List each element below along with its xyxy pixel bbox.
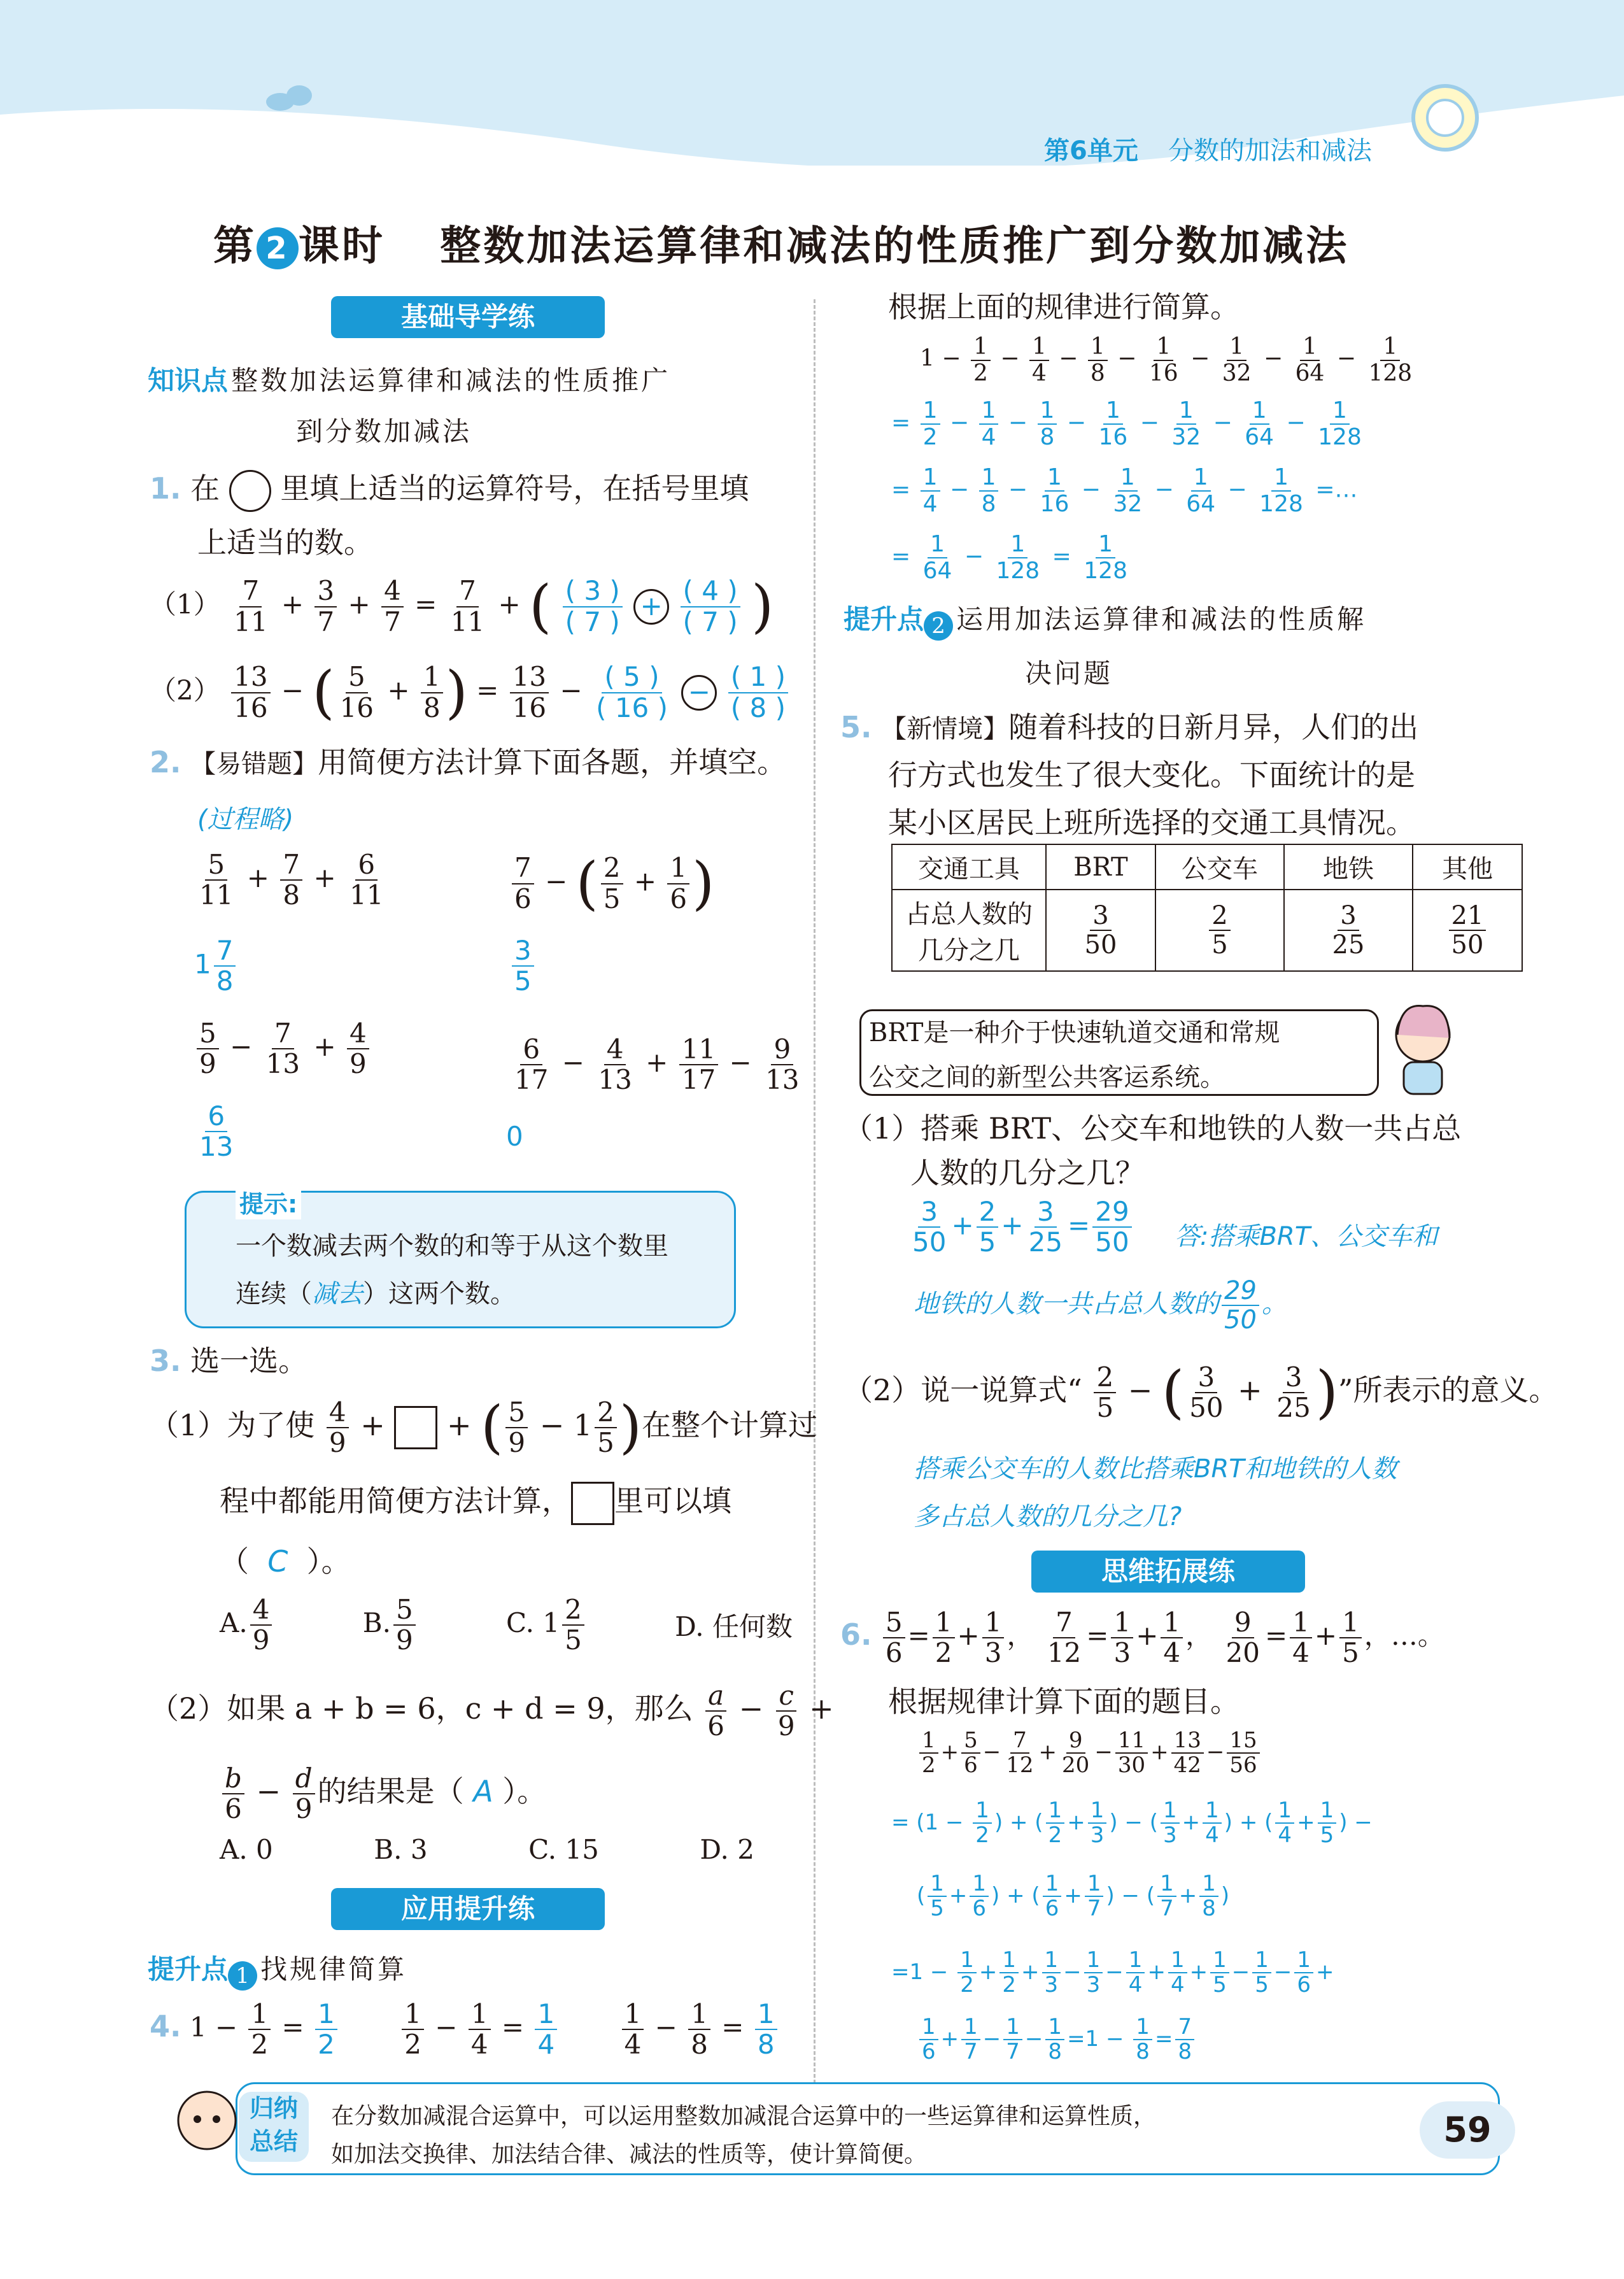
title-prefix: 第 [213, 223, 257, 270]
tip-1: 提升点 1 找规律简算 [148, 1949, 407, 1991]
q3-part2-options: A. 0 B. 3 C. 15 D. 2 [220, 1834, 754, 1865]
page-title [213, 213, 1349, 272]
title-suffix: 课时 [299, 223, 385, 270]
table-header-transport: 交通工具 [892, 844, 1046, 890]
q3-number: 3. [150, 1344, 181, 1378]
q3-part1-line2: 程中都能用简便方法计算， 里可以填 [220, 1477, 731, 1525]
q5-part1: （1）搭乘 BRT、公交车和地铁的人数一共占总 [844, 1111, 1462, 1146]
q2-expr-a: $\frac{5}{11}$ + $\frac{7}{8}$ + $\frac{6}{11}$ [199, 849, 384, 911]
tip-2: 提升点 2 运用加法运算律和减法的性质解 [844, 599, 1366, 641]
q1-text-a: 在 [190, 471, 220, 506]
q3-part2: （2）如果 a + b = 6，c + d = 9，那么 $\frac{a}{6}$ − $\frac{c}{9}$ + [150, 1680, 834, 1742]
transport-table: 交通工具 BRT 公交车 地铁 其他 占总人数的 几分之几 $\frac{3}{50}$ $\frac{2}{5}$ $\frac{3}{25}$ $\frac{21}{50}$ [891, 844, 1523, 972]
q1-number: 1. [150, 471, 181, 506]
question-4: 4. 1 − $\frac{1}{2}$ = $\frac{1}{2}$ $\frac{1}{2}$ − $\frac{1}{4}$ = $\frac{1}{4}$ $\frac{1}{4}$ − $\frac{1}{8}$ = $\frac{1}{8}$ [150, 1999, 780, 2059]
q2-answer-a: 1 $\frac{7}{8}$ [194, 936, 238, 996]
q3-part1: （1）为了使 $\frac{4}{9}$ + + ( $\frac{5}{9}$ − 1 $\frac{2}{5}$ )在整个计算过 [150, 1394, 818, 1461]
q1-p2-answer-d1: 16 [614, 692, 649, 723]
question-2 [150, 739, 786, 788]
girl-avatar-icon [1388, 1000, 1458, 1095]
q3-part1-options: A. $\frac{4}{9}$ B. $\frac{5}{9}$ C. 1 $\frac{2}{5}$ D. 任何数 [220, 1594, 793, 1656]
lesson-number: 2 [257, 227, 299, 269]
q3-text: 选一选。 [190, 1344, 308, 1378]
q5-p1-calc: $\frac{3}{50}$ + $\frac{2}{5}$ + $\frac{3}{25}$ = $\frac{29}{50}$ [907, 1197, 1134, 1257]
q1-p1-answer-d1: 7 [584, 606, 602, 637]
q2-expr-b: $\frac{7}{6}$ − ( $\frac{2}{5}$ + $\frac{1}{6}$ ) [509, 850, 714, 917]
title-text: 整数加法运算律和减法的性质推广到分数加减法 [440, 223, 1350, 270]
q4-step3: = $\frac{1}{64}$ − $\frac{1}{128}$ = $\frac{1}{128}$ [891, 531, 1127, 584]
q1-p1-answer-n2: 4 [702, 575, 719, 607]
summary-badge: 归纳 总结 [239, 2092, 309, 2162]
flower-icon [1413, 86, 1477, 150]
q1-p1-operator: + [633, 589, 669, 625]
table-header-other: 其他 [1413, 844, 1522, 890]
hint-title: 提示: [236, 1184, 301, 1219]
knowledge-point [148, 360, 670, 398]
q3-part1-answer: （ C ）。 [220, 1544, 351, 1579]
knowledge-point-label: 知识点 [148, 365, 229, 396]
q5-p1-answer-line2: 地铁的人数一共占总人数的 $\frac{29}{50}$ 。 [914, 1276, 1287, 1335]
q6-step1: = (1 − $\frac{1}{2}$ ) + ( $\frac{1}{2}$ + $\frac{1}{3}$ ) − ( $\frac{1}{3}$ + $\frac{1}{4}$ ) + ( $\frac{1}{4}$ + $\frac{1}{5}$ ) − [891, 1798, 1373, 1849]
operator-circle-blank [229, 470, 271, 512]
tip-2-line2: 决问题 [1025, 658, 1113, 689]
section-extend-banner: 思维拓展练 [1031, 1551, 1305, 1593]
knowledge-point-text-2: 到分数加减法 [296, 416, 472, 447]
q5-part2: （2）说一说算式“ $\frac{2}{5}$ − ( $\frac{3}{50}$ + $\frac{3}{25}$ )”所表示的意义。 [844, 1359, 1558, 1426]
q6-step3: $\frac{1}{6}$ + $\frac{1}{7}$ − $\frac{1}{7}$ − $\frac{1}{8}$ =1 − $\frac{1}{8}$ = $\frac{7}{8}$ [917, 2015, 1197, 2064]
question-6: 6. $\frac{5}{6}$ = $\frac{1}{2}$ + $\frac{1}{3}$ ， $\frac{7}{12}$ = $\frac{1}{3}$ + $\frac{1}{4}$ ， $\frac{9}{20}$ = $\frac{1}{4}$ + $\frac{1}{5}$ ，…。 [840, 1607, 1444, 1669]
q1-p2-operator: − [681, 675, 717, 711]
q5-p2-answer-line1: 搭乘公交车的人数比搭乘BRT和地铁的人数 [914, 1454, 1397, 1484]
table-row-label: 占总人数的 几分之几 [892, 890, 1046, 971]
q1-p1-label: （1） [150, 588, 220, 620]
knowledge-point-text: 整数加法运算律和减法的性质推广 [231, 365, 671, 396]
section-basic-banner: 基础导学练 [331, 296, 605, 338]
q6-expression: $\frac{1}{2}$ + $\frac{5}{6}$ − $\frac{7}{12}$ + $\frac{9}{20}$ − $\frac{11}{30}$ + $\frac{13}{42}$ − $\frac{15}{56}$ [917, 1729, 1262, 1778]
q2-answer-b: $\frac{3}{5}$ [509, 936, 537, 996]
q3-p2-answer: A [473, 1774, 493, 1809]
q1-text-line2: 上适当的数。 [197, 525, 373, 560]
q2-note: (过程略) [197, 805, 294, 834]
q6-step2: =1 − $\frac{1}{2}$ + $\frac{1}{2}$ + $\frac{1}{3}$ − $\frac{1}{3}$ − $\frac{1}{4}$ + $\frac{1}{4}$ + $\frac{1}{5}$ − $\frac{1}{5}$ − $\frac{1}{6}$ + [891, 1947, 1334, 1998]
q1-p2-answer-n2: 1 [749, 661, 767, 693]
table-header-brt: BRT [1046, 844, 1155, 890]
hint-line1: 一个数减去两个数的和等于从这个数里 [236, 1232, 668, 1261]
hint-line2: 连续（减去）这两个数。 [236, 1279, 516, 1309]
hint-blank-answer: 减去 [312, 1279, 363, 1309]
q1-p1-answer-d2: 7 [702, 606, 719, 637]
column-divider [814, 299, 816, 2095]
page-number: 59 [1420, 2101, 1515, 2159]
q3-p1-answer: C [267, 1544, 288, 1579]
summary-line2: 如加法交换律、加法结合律、减法的性质等，使计算简便。 [331, 2141, 928, 2168]
q5-p2-answer-line2: 多占总人数的几分之几? [914, 1502, 1182, 1531]
question-3 [150, 1337, 307, 1384]
q1-part2: （2） $\frac{13}{16}$ − ( $\frac{5}{16}$ + $\frac{1}{8}$ ) = $\frac{13}{16}$ − $\frac{( 5 )}{( 16 )}$ − $\frac{( 1 )}{( 8 )}$ [150, 659, 791, 726]
q1-p2-label: （2） [150, 674, 220, 706]
q1-part1: （1） $\frac{7}{11}$ + $\frac{3}{7}$ + $\frac{4}{7}$ = $\frac{7}{11}$ + ( $\frac{( 3 )}{( 7 )}$ + $\frac{( 4 )}{( 7 )}$ ) [150, 573, 774, 640]
table-header-bus: 公交车 [1155, 844, 1284, 890]
q1-p1-answer-n1: 3 [584, 575, 602, 607]
q4-step2: = $\frac{1}{4}$ − $\frac{1}{8}$ − $\frac{1}{16}$ − $\frac{1}{32}$ − $\frac{1}{64}$ − $\frac{1}{128}$ =… [891, 464, 1358, 517]
q1-p2-answer-d2: 8 [749, 692, 767, 723]
q2-tag: 【易错题】 [190, 749, 318, 779]
q4-series: 1 − $\frac{1}{2}$ − $\frac{1}{4}$ − $\frac{1}{8}$ − $\frac{1}{16}$ − $\frac{1}{32}$ − $\frac{1}{64}$ − $\frac{1}{128}$ [920, 334, 1413, 387]
q1-p2-answer-n1: 5 [623, 661, 640, 693]
question-1 [150, 465, 799, 512]
q2-expr-d: $\frac{6}{17}$ − $\frac{4}{13}$ + $\frac{11}{17}$ − $\frac{9}{13}$ [514, 1033, 800, 1096]
q6-step1b: ( $\frac{1}{5}$ + $\frac{1}{6}$ ) + ( $\frac{1}{6}$ + $\frac{1}{7}$ ) − ( $\frac{1}{7}$ + $\frac{1}{8}$ ) [917, 1871, 1230, 1922]
summary-line1: 在分数加减混合运算中，可以运用整数加减混合运算中的一些运算律和运算性质， [331, 2103, 1157, 2129]
q3-part2-line2: $\frac{b}{6}$ − $\frac{d}{9}$ 的结果是（ A ）。 [220, 1764, 546, 1824]
q5-part1-line2: 人数的几分之几？ [910, 1156, 1145, 1190]
q5-line2: 行方式也发生了很大变化。下面统计的是 [888, 758, 1415, 792]
unit-title: 分数的加法和减法 [1168, 136, 1372, 166]
boy-mascot-icon [172, 2082, 242, 2171]
table-header-subway: 地铁 [1284, 844, 1413, 890]
q2-number: 2. [150, 745, 181, 779]
q6-intro: 根据规律计算下面的题目。 [888, 1684, 1239, 1719]
q5-p1-answer-line1: 答:搭乘BRT、公交车和 [1175, 1222, 1438, 1251]
section-apply-banner: 应用提升练 [331, 1888, 605, 1930]
header-wave-band [0, 0, 1624, 166]
bubble-line2: 公交之间的新型公共客运系统。 [869, 1063, 1225, 1092]
q1-text-b: 里填上适当的运算符号，在括号里填 [280, 471, 749, 506]
q2-answer-d: 0 [506, 1121, 523, 1152]
q5-line3: 某小区居民上班所选择的交通工具情况。 [888, 806, 1415, 840]
question-5: 5. 【新情境】随着科技的日新月异，人们的出 [840, 710, 1419, 744]
q2-answer-c: $\frac{6}{13}$ [199, 1100, 234, 1163]
q4-step1: = $\frac{1}{2}$ − $\frac{1}{4}$ − $\frac{1}{8}$ − $\frac{1}{16}$ − $\frac{1}{32}$ − $\frac{1}{64}$ − $\frac{1}{128}$ [891, 397, 1362, 450]
unit-label: 第6单元 [1044, 136, 1138, 166]
q2-text: 用简便方法计算下面各题，并填空。 [318, 745, 787, 779]
q4-intro: 根据上面的规律进行简算。 [888, 290, 1239, 324]
bubble-line1: BRT是一种介于快速轨道交通和常规 [869, 1018, 1280, 1047]
answer-square-blank [394, 1406, 437, 1449]
q2-expr-c: $\frac{5}{9}$ − $\frac{7}{13}$ + $\frac{4}{9}$ [194, 1019, 372, 1079]
